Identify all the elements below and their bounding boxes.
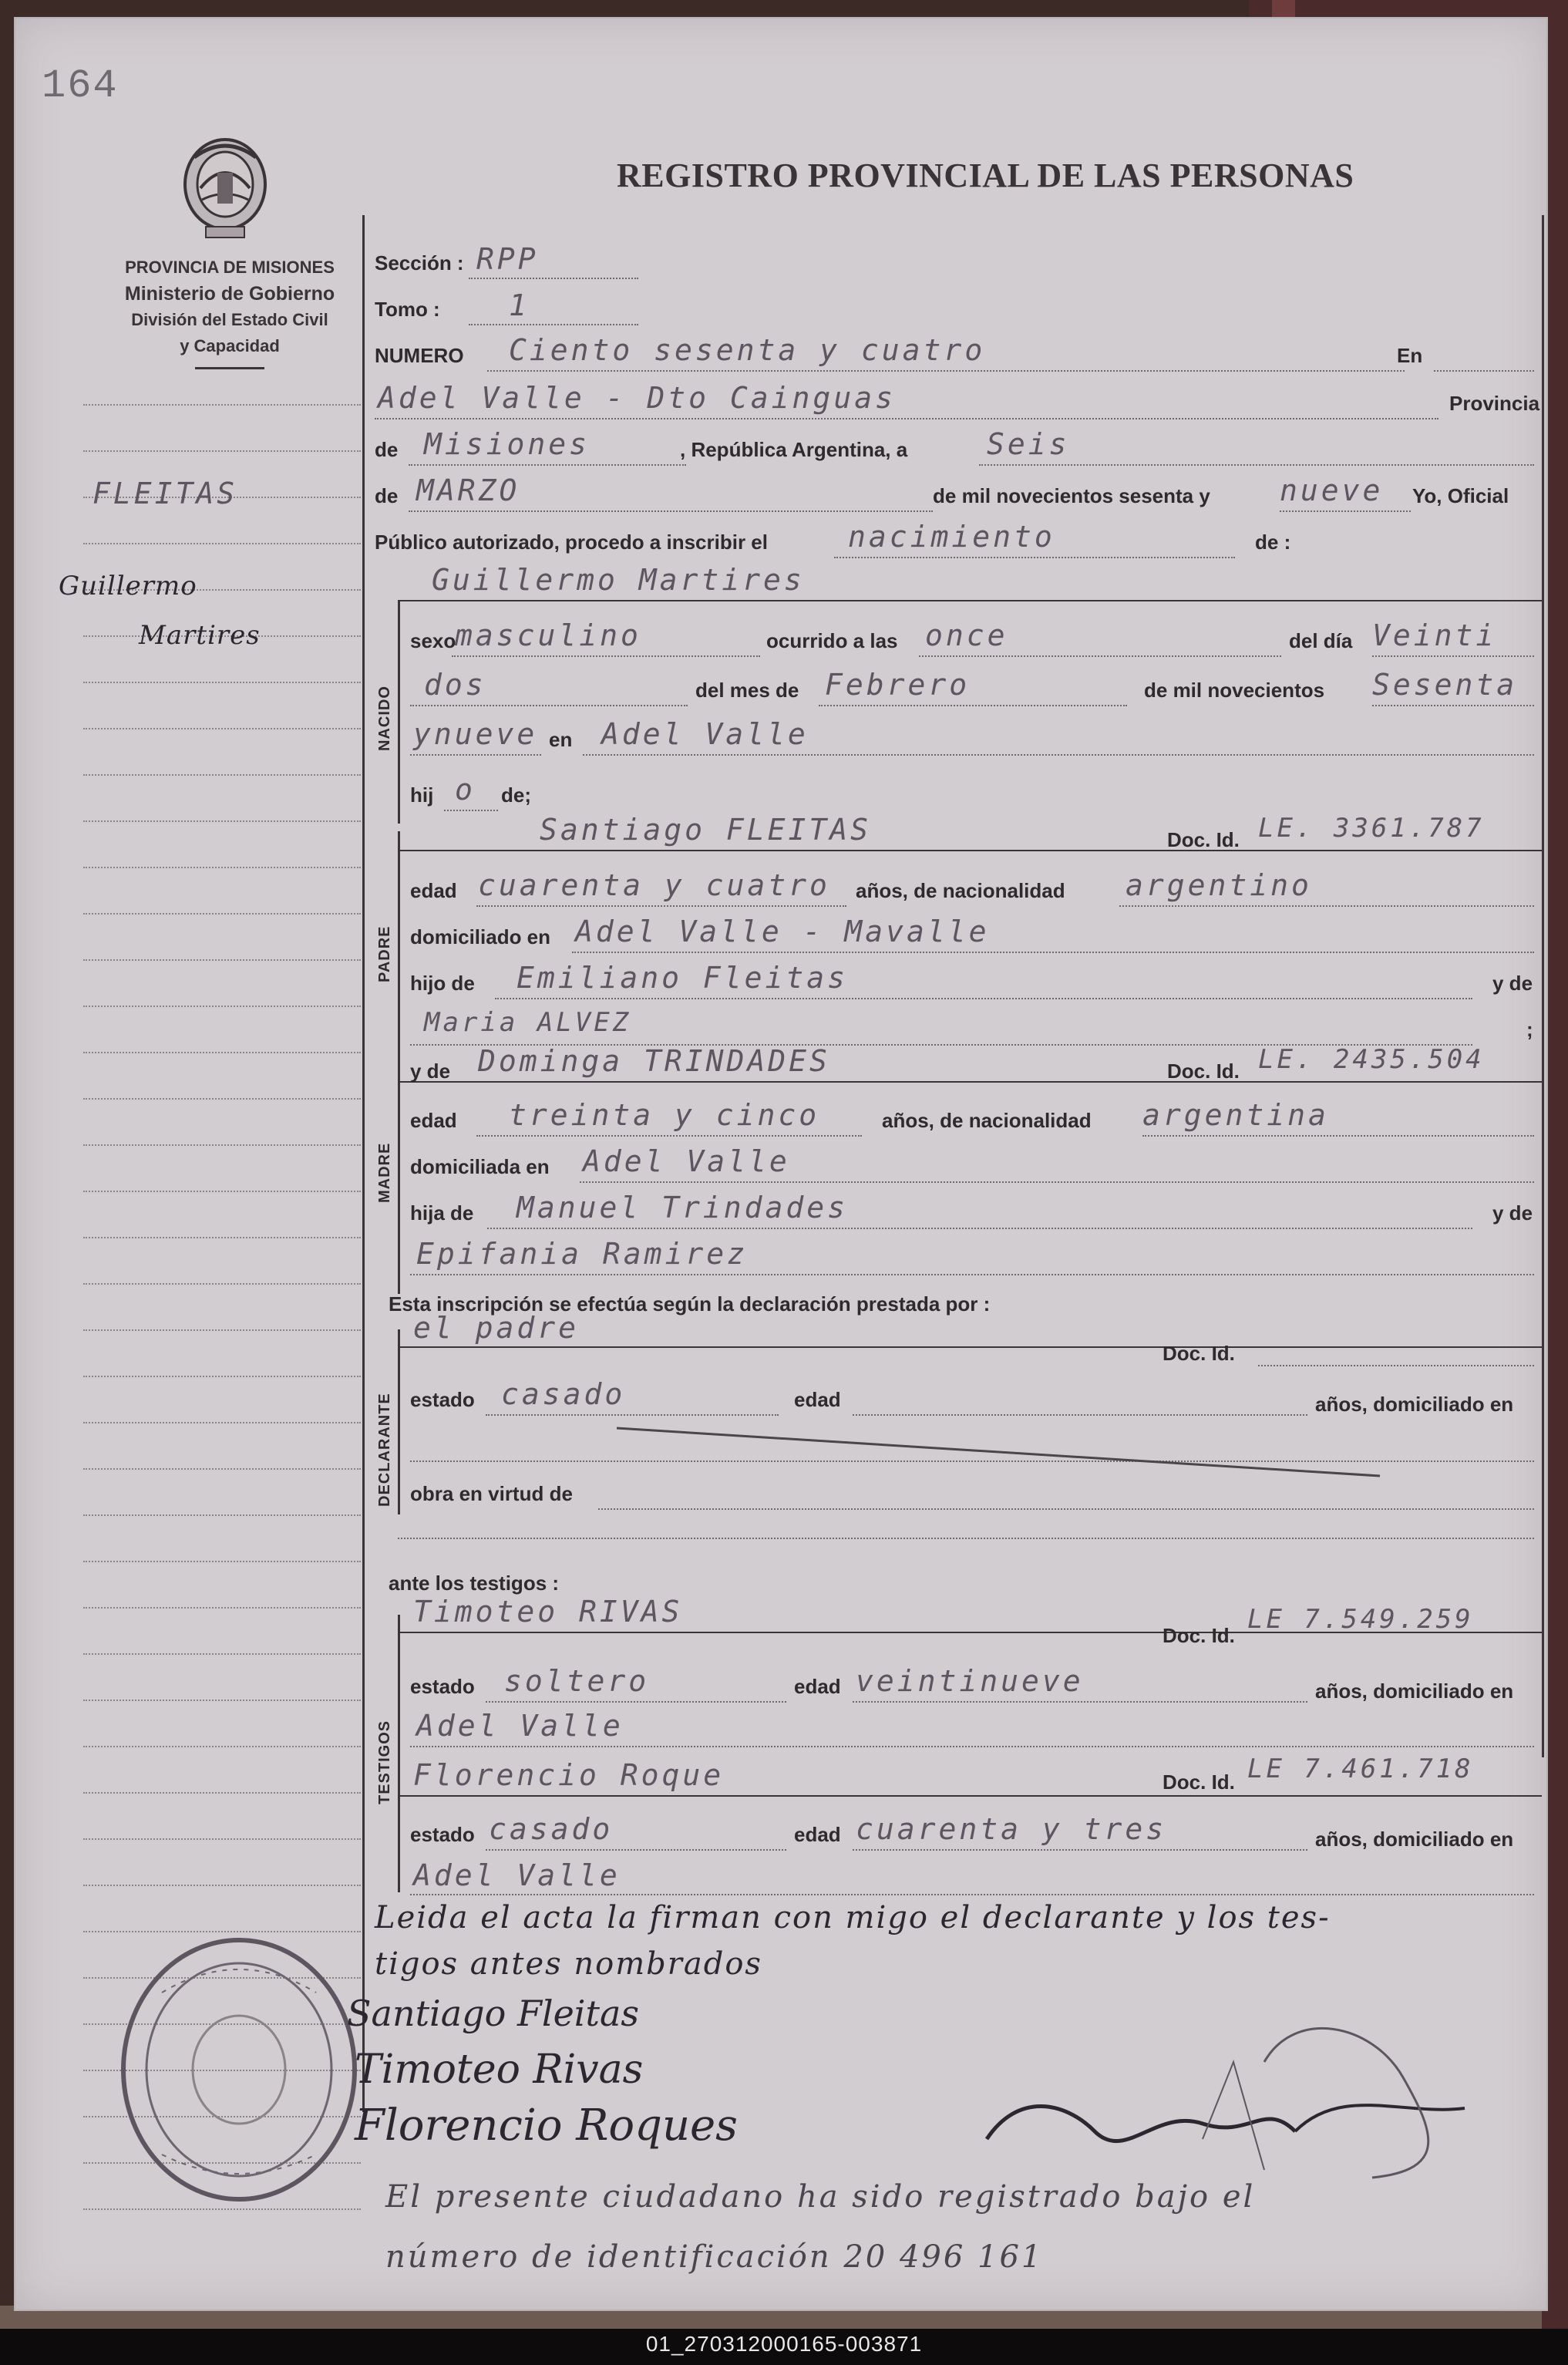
- padre-y-de-label: y de: [1492, 972, 1533, 995]
- day-line: [979, 464, 1534, 466]
- month-value: MARZO: [416, 473, 520, 507]
- tomo-label: Tomo :: [375, 298, 440, 321]
- margin-line: [83, 1700, 361, 1701]
- margin-line: [83, 1653, 361, 1655]
- madre-doc-label: Doc. Id.: [1167, 1060, 1240, 1083]
- padre-nac-value: argentino: [1126, 868, 1312, 902]
- madre-domicilio-line: [580, 1181, 1534, 1183]
- margin-line: [83, 404, 361, 406]
- margin-line: [83, 1006, 361, 1007]
- place-value: Adel Valle - Dto Cainguas: [378, 381, 896, 415]
- t2-edad-line: [853, 1849, 1307, 1851]
- hijo-value: o: [455, 773, 476, 807]
- testigos-intro-label: ante los testigos :: [389, 1572, 560, 1595]
- declarante-estado-value: casado: [501, 1377, 626, 1411]
- image-caption: 01_270312000165-003871: [645, 2332, 923, 2356]
- madre-section-label: MADRE: [376, 1142, 393, 1203]
- declarante-domicilio-label: años, domiciliado en: [1315, 1393, 1514, 1416]
- t1-name-value: Timoteo RIVAS: [413, 1595, 683, 1629]
- margin-line: [83, 450, 361, 452]
- anio2-line: [410, 754, 541, 756]
- margin-line: [83, 1607, 361, 1609]
- issuing-agency: [83, 254, 376, 369]
- sexo-label: sexo: [410, 629, 456, 652]
- madre-edad-value: treinta y cinco: [509, 1098, 820, 1132]
- padre-bracket: [398, 831, 400, 1063]
- margin-line: [83, 543, 361, 544]
- agency-ministry: Ministerio de Gobierno: [124, 283, 335, 305]
- seccion-line: [469, 278, 638, 279]
- oficial-label: Yo, Oficial: [1412, 484, 1509, 507]
- declarante-estado-label: estado: [410, 1388, 475, 1411]
- day-value: Seis: [987, 427, 1070, 461]
- ocurrido-label: ocurrido a las: [766, 629, 898, 652]
- dia2-line: [410, 705, 688, 706]
- madre-name-line: [398, 1081, 1542, 1083]
- padre-father-line: [495, 998, 1472, 999]
- margin-line: [83, 1422, 361, 1423]
- declarante-name-value: el padre: [413, 1311, 580, 1345]
- madre-hija-de-label: hija de: [410, 1201, 474, 1225]
- provincia-value: Misiones: [424, 427, 591, 461]
- margin-line: [83, 1514, 361, 1516]
- madre-father-value: Manuel Trindades: [516, 1191, 849, 1225]
- dia-value-2: dos: [424, 668, 486, 702]
- signature-1: Santiago Fleitas: [347, 1993, 640, 2034]
- anio-value-2: ynueve: [413, 717, 538, 751]
- acto-line: [834, 557, 1235, 558]
- madre-doc-value: LE. 2435.504: [1258, 1044, 1485, 1075]
- declarante-edad-line: [853, 1414, 1307, 1416]
- hijo-label-a: hij: [410, 783, 434, 807]
- dia-value-1: Veinti: [1372, 618, 1497, 652]
- t1-estado-line: [486, 1701, 786, 1703]
- margin-given-name-1: Guillermo: [59, 571, 197, 601]
- madre-father-line: [487, 1228, 1472, 1229]
- madre-domicilio-value: Adel Valle: [583, 1144, 790, 1178]
- t1-dom-label: años, domiciliado en: [1315, 1679, 1514, 1703]
- t2-doc-value: LE 7.461.718: [1247, 1754, 1474, 1784]
- margin-line: [83, 1792, 361, 1794]
- provincia-label: Provincia: [1449, 392, 1540, 415]
- de2-label: de: [375, 484, 399, 507]
- page-number: 164: [42, 63, 119, 109]
- padre-edad-value: cuarenta y cuatro: [478, 868, 830, 902]
- margin-line: [83, 959, 361, 961]
- nacido-bracket: [398, 600, 400, 824]
- publico-label: Público autorizado, procedo a inscribir el: [375, 531, 768, 554]
- en-line: [1434, 370, 1534, 372]
- mes-value: Febrero: [825, 668, 971, 702]
- t2-estado-label: estado: [410, 1823, 475, 1846]
- padre-domicilio-line: [572, 952, 1534, 953]
- margin-line: [83, 1329, 361, 1331]
- madre-y-de-label-2: y de: [1492, 1201, 1533, 1225]
- t2-estado-value: casado: [489, 1812, 614, 1846]
- hora-value: once: [925, 618, 1008, 652]
- declarante-bracket: [398, 1329, 400, 1514]
- margin-line: [83, 867, 361, 868]
- agency-division: División del Estado Civil: [131, 310, 328, 329]
- footnote-line-1: El presente ciudadano ha sido registrado bajo el: [385, 2179, 1256, 2215]
- padre-anios-label: años, de nacionalidad: [856, 879, 1065, 902]
- declarante-doc-line: [1258, 1365, 1534, 1366]
- madre-name-value: Dominga TRINDADES: [478, 1044, 830, 1078]
- agency-rule: [195, 367, 264, 369]
- tomo-value: 1: [509, 288, 530, 322]
- padre-mother-value: Maria ALVEZ: [424, 1007, 632, 1038]
- margin-line: [83, 728, 361, 729]
- madre-mother-value: Epifania Ramirez: [416, 1237, 749, 1271]
- padre-section-label: PADRE: [376, 925, 393, 982]
- padre-domicilio-label: domiciliado en: [410, 925, 551, 948]
- t1-estado-value: soltero: [504, 1664, 650, 1698]
- margin-line: [83, 1144, 361, 1146]
- t1-dom-line: [410, 1746, 1534, 1747]
- margin-line: [83, 1838, 361, 1840]
- t2-edad-label: edad: [794, 1823, 841, 1846]
- document-page: [14, 17, 1548, 2311]
- padre-name-line: [398, 850, 1542, 851]
- madre-nac-value: argentina: [1142, 1098, 1329, 1132]
- declarante-doc-label: Doc. Id.: [1163, 1342, 1235, 1365]
- madre-bracket: [398, 1063, 400, 1294]
- agency-capacity: y Capacidad: [180, 336, 280, 355]
- signature-2: Timoteo Rivas: [355, 2047, 644, 2093]
- sexo-line: [452, 655, 760, 657]
- year-label: de mil novecientos sesenta y: [933, 484, 1210, 507]
- declarante-obra-label: obra en virtud de: [410, 1482, 573, 1505]
- t1-dom-value: Adel Valle: [416, 1709, 624, 1743]
- t1-estado-label: estado: [410, 1675, 475, 1698]
- padre-name-value: Santiago FLEITAS: [540, 813, 872, 847]
- hijo-line: [444, 810, 498, 811]
- margin-line: [83, 1191, 361, 1192]
- official-signature-flourish: [971, 2016, 1496, 2197]
- nacido-name-line: [398, 600, 1542, 601]
- lugar-value: Adel Valle: [601, 717, 809, 751]
- year-value: nueve: [1280, 473, 1384, 507]
- strike-through-line: [617, 1422, 1388, 1484]
- t1-edad-value: veintinueve: [856, 1664, 1084, 1698]
- en-label: En: [1397, 344, 1423, 367]
- dia-line: [1372, 655, 1534, 657]
- margin-line: [83, 1746, 361, 1747]
- declarante-name-line: [398, 1346, 1542, 1348]
- padre-doc-value: LE. 3361.787: [1258, 813, 1485, 844]
- numero-value: Ciento sesenta y cuatro: [509, 333, 986, 367]
- margin-line: [83, 1561, 361, 1562]
- t2-estado-line: [486, 1849, 786, 1851]
- anio-label: de mil novecientos: [1144, 679, 1325, 702]
- margin-line: [83, 1237, 361, 1238]
- page-title: REGISTRO PROVINCIAL DE LAS PERSONAS: [617, 157, 1354, 194]
- numero-line: [487, 370, 1405, 372]
- agency-province: PROVINCIA DE MISIONES: [125, 258, 335, 277]
- t2-doc-label: Doc. Id.: [1163, 1770, 1235, 1794]
- t1-edad-label: edad: [794, 1675, 841, 1698]
- margin-line: [83, 1468, 361, 1470]
- signature-3: Florencio Roques: [355, 2101, 738, 2151]
- padre-domicilio-value: Adel Valle - Mavalle: [575, 915, 990, 948]
- anio-line: [1372, 705, 1534, 706]
- lugar-line: [583, 754, 1534, 756]
- mes-label: del mes de: [695, 679, 799, 702]
- mes-line: [819, 705, 1127, 706]
- madre-domicilio-label: domiciliada en: [410, 1155, 550, 1178]
- t2-name-value: Florencio Roque: [413, 1758, 725, 1792]
- provincia-line: [409, 464, 686, 466]
- margin-line: [83, 820, 361, 822]
- dia-label: del día: [1289, 629, 1353, 652]
- t2-dom-value: Adel Valle: [413, 1858, 621, 1892]
- month-line: [409, 510, 933, 512]
- padre-hijo-de-label: hijo de: [410, 972, 475, 995]
- margin-line: [83, 1283, 361, 1285]
- declarante-edad-label: edad: [794, 1388, 841, 1411]
- closing-line-1: Leida el acta la firman con migo el declarante y los tes-: [375, 1900, 1331, 1935]
- padre-edad-line: [476, 905, 846, 907]
- left-border-line: [362, 215, 365, 2112]
- year-line: [1280, 510, 1411, 512]
- madre-edad-label: edad: [410, 1109, 457, 1132]
- padre-nac-line: [1119, 905, 1534, 907]
- numero-label: NUMERO: [375, 344, 464, 367]
- madre-edad-line: [476, 1135, 862, 1137]
- margin-given-name-2: Martires: [139, 620, 261, 651]
- madre-anios-label: años, de nacionalidad: [882, 1109, 1092, 1132]
- t1-doc-value: LE 7.549.259: [1247, 1604, 1474, 1635]
- testigos-bracket: [398, 1615, 400, 1892]
- anio-value-1: Sesenta: [1372, 668, 1518, 702]
- sexo-value: masculino: [455, 618, 641, 652]
- t2-name-line: [398, 1795, 1542, 1797]
- provincial-emblem-icon: [179, 134, 271, 246]
- official-seal-icon: [116, 1931, 362, 2212]
- right-border-line: [1542, 215, 1544, 1757]
- margin-line: [83, 913, 361, 915]
- seccion-value: RPP: [476, 242, 539, 276]
- declarante-section-label: DECLARANTE: [376, 1393, 393, 1507]
- nacido-name-value: Guillermo Martires: [432, 563, 805, 597]
- padre-doc-label: Doc. Id.: [1167, 828, 1240, 851]
- margin-surname: FLEITAS: [93, 477, 238, 510]
- margin-line: [83, 774, 361, 776]
- en-label-nacido: en: [549, 728, 573, 751]
- footnote-line-2: número de identificación 20 496 161: [385, 2239, 1044, 2275]
- place-line: [375, 418, 1438, 419]
- de3-label: de :: [1255, 531, 1291, 554]
- t1-edad-line: [853, 1701, 1307, 1703]
- madre-mother-line: [410, 1274, 1534, 1275]
- t1-doc-label: Doc. Id.: [1163, 1624, 1235, 1647]
- padre-edad-label: edad: [410, 879, 457, 902]
- declarante-end-line: [398, 1538, 1534, 1539]
- seccion-label: Sección :: [375, 251, 464, 275]
- margin-line: [83, 1885, 361, 1886]
- t2-edad-value: cuarenta y tres: [856, 1812, 1167, 1846]
- testigos-section-label: TESTIGOS: [376, 1720, 393, 1804]
- declarante-estado-line: [486, 1414, 779, 1416]
- declarante-obra-line: [598, 1508, 1534, 1510]
- closing-line-2: tigos antes nombrados: [375, 1946, 762, 1982]
- margin-line: [83, 682, 361, 683]
- hijo-label-b: de;: [501, 783, 531, 807]
- declarante-intro-label: Esta inscripción se efectúa según la declaración prestada por :: [389, 1292, 991, 1316]
- t2-dom-label: años, domiciliado en: [1315, 1828, 1514, 1851]
- tomo-line: [469, 324, 638, 325]
- republica-label: , República Argentina, a: [680, 438, 908, 461]
- margin-line: [83, 1376, 361, 1377]
- madre-y-de-label: y de: [410, 1060, 451, 1083]
- acto-value: nacimiento: [848, 520, 1055, 554]
- padre-semicolon: ;: [1526, 1018, 1533, 1041]
- nacido-section-label: NACIDO: [376, 686, 393, 751]
- padre-father-value: Emiliano Fleitas: [516, 961, 849, 995]
- de-label: de: [375, 438, 399, 461]
- t2-dom-line: [410, 1894, 1534, 1895]
- madre-nac-line: [1142, 1135, 1534, 1137]
- margin-line: [83, 1098, 361, 1100]
- hora-line: [919, 655, 1281, 657]
- margin-line: [83, 1052, 361, 1053]
